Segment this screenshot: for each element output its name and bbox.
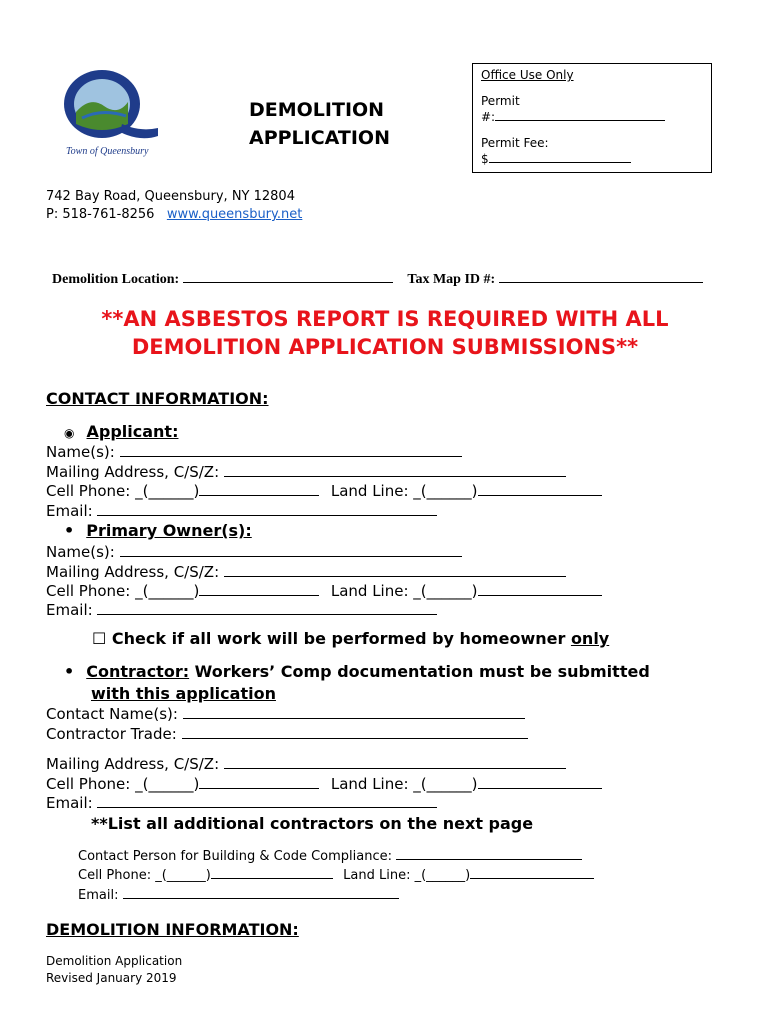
compliance-person-row	[78, 847, 582, 867]
contractor-trade-line[interactable]	[182, 724, 528, 739]
compliance-email-line[interactable]	[123, 886, 399, 899]
owner-cell-label: Cell Phone: _(______)	[46, 582, 200, 600]
address-block	[46, 188, 302, 224]
homeowner-check-text: Check if all work will be performed by homeowner	[111, 629, 566, 648]
queensbury-q-icon	[60, 66, 165, 146]
additional-contractors-note: **List all additional contractors on the next page	[91, 814, 534, 833]
applicant-cell-label: Cell Phone: _(______)	[46, 482, 200, 500]
compliance-land-label: Land Line: _(______)	[343, 868, 471, 883]
owner-heading-row	[64, 521, 252, 541]
applicant-heading: Applicant:	[86, 422, 179, 441]
title-line-2: APPLICATION	[249, 127, 390, 149]
website-link[interactable]: www.queensbury.net	[166, 207, 303, 222]
contractor-mailing-line[interactable]	[224, 754, 566, 769]
permit-number-line[interactable]	[495, 108, 665, 121]
compliance-land-line[interactable]	[470, 866, 594, 879]
compliance-email-row	[78, 886, 399, 906]
owner-names-row	[46, 542, 462, 562]
demolition-location-label: Demolition Location:	[52, 272, 180, 287]
compliance-person-line[interactable]	[396, 847, 582, 860]
applicant-phone-row	[46, 481, 602, 501]
compliance-email-label: Email:	[78, 888, 119, 903]
permit-fee-line[interactable]	[489, 150, 631, 163]
street-address: 742 Bay Road, Queensbury, NY 12804	[46, 189, 295, 204]
homeowner-check-only: only	[570, 629, 610, 648]
demolition-information-header: DEMOLITION INFORMATION:	[46, 920, 299, 939]
compliance-cell-line[interactable]	[211, 866, 333, 879]
contractor-mailing-label: Mailing Address, C/S/Z:	[46, 755, 220, 773]
office-use-box	[472, 63, 712, 173]
contractor-trade-label: Contractor Trade:	[46, 725, 177, 743]
applicant-names-row	[46, 442, 462, 462]
contractor-phone-row	[46, 774, 602, 794]
tax-map-id-line[interactable]	[499, 268, 703, 283]
contractor-land-label: Land Line: _(______)	[330, 775, 478, 793]
contractor-note-text: Workers’ Comp documentation must be submitted	[189, 662, 650, 681]
contractor-contact-row	[46, 704, 525, 724]
owner-email-row	[46, 600, 437, 620]
bullet-icon: •	[64, 521, 75, 540]
contractor-cell-label: Cell Phone: _(______)	[46, 775, 200, 793]
owner-mailing-row	[46, 562, 566, 582]
warning-line-2: DEMOLITION APPLICATION SUBMISSIONS**	[131, 335, 639, 359]
town-logo	[60, 66, 165, 158]
compliance-phone-row	[78, 866, 594, 886]
demolition-location-line[interactable]	[183, 268, 393, 283]
contractor-cell-line[interactable]	[199, 774, 319, 789]
homeowner-checkbox[interactable]: ☐	[92, 629, 107, 648]
contractor-note-line-2: with this application	[91, 684, 276, 703]
applicant-names-line[interactable]	[120, 442, 462, 457]
office-use-heading: Office Use Only	[481, 68, 574, 82]
contractor-email-label: Email:	[46, 794, 93, 812]
applicant-land-label: Land Line: _(______)	[330, 482, 478, 500]
owner-email-line[interactable]	[97, 600, 437, 615]
applicant-mailing-row	[46, 462, 566, 482]
tax-map-id-label: Tax Map ID #:	[407, 272, 496, 287]
contact-information-header: CONTACT INFORMATION:	[46, 389, 269, 408]
bullet-icon: •	[64, 662, 75, 681]
warning-line-1: **AN ASBESTOS REPORT IS REQUIRED WITH ALL	[101, 307, 669, 331]
permit-fee-label: Permit Fee:	[481, 136, 549, 150]
compliance-person-label: Contact Person for Building & Code Compliance:	[78, 849, 392, 864]
applicant-heading-row	[64, 422, 178, 443]
radio-bullet-icon: ◉	[64, 426, 75, 440]
homeowner-check-row	[92, 629, 609, 649]
applicant-email-label: Email:	[46, 502, 93, 520]
owner-land-label: Land Line: _(______)	[330, 582, 478, 600]
contractor-heading-row	[64, 662, 650, 682]
logo-caption: Town of Queensbury	[66, 146, 149, 157]
footer-line-2: Revised January 2019	[46, 971, 177, 985]
applicant-cell-line[interactable]	[199, 481, 319, 496]
contractor-heading: Contractor:	[86, 662, 190, 681]
owner-land-line[interactable]	[478, 581, 602, 596]
applicant-mailing-label: Mailing Address, C/S/Z:	[46, 463, 220, 481]
owner-heading: Primary Owner(s):	[86, 521, 252, 540]
contractor-email-line[interactable]	[97, 793, 437, 808]
phone-number: P: 518-761-8256	[46, 207, 155, 222]
owner-email-label: Email:	[46, 601, 93, 619]
compliance-cell-label: Cell Phone: _(______)	[78, 868, 211, 883]
footer-line-1: Demolition Application	[46, 954, 183, 968]
contractor-mailing-row	[46, 754, 566, 774]
footer	[46, 953, 182, 987]
owner-names-label: Name(s):	[46, 543, 115, 561]
permit-number-label: #:	[481, 110, 496, 124]
asbestos-warning	[0, 305, 770, 361]
contractor-email-row	[46, 793, 437, 813]
applicant-mailing-line[interactable]	[224, 462, 566, 477]
owner-phone-row	[46, 581, 602, 601]
applicant-email-line[interactable]	[97, 501, 437, 516]
owner-names-line[interactable]	[120, 542, 462, 557]
owner-mailing-line[interactable]	[224, 562, 566, 577]
applicant-land-line[interactable]	[478, 481, 602, 496]
location-row	[52, 268, 703, 288]
document-title	[249, 96, 390, 152]
permit-fee-prefix: $	[481, 152, 489, 166]
contractor-contact-line[interactable]	[183, 704, 525, 719]
contractor-trade-row	[46, 724, 528, 744]
title-line-1: DEMOLITION	[249, 99, 385, 121]
permit-label: Permit	[481, 94, 520, 108]
contractor-land-line[interactable]	[478, 774, 602, 789]
contractor-contact-label: Contact Name(s):	[46, 705, 178, 723]
owner-cell-line[interactable]	[199, 581, 319, 596]
applicant-email-row	[46, 501, 437, 521]
owner-mailing-label: Mailing Address, C/S/Z:	[46, 563, 220, 581]
applicant-names-label: Name(s):	[46, 443, 115, 461]
